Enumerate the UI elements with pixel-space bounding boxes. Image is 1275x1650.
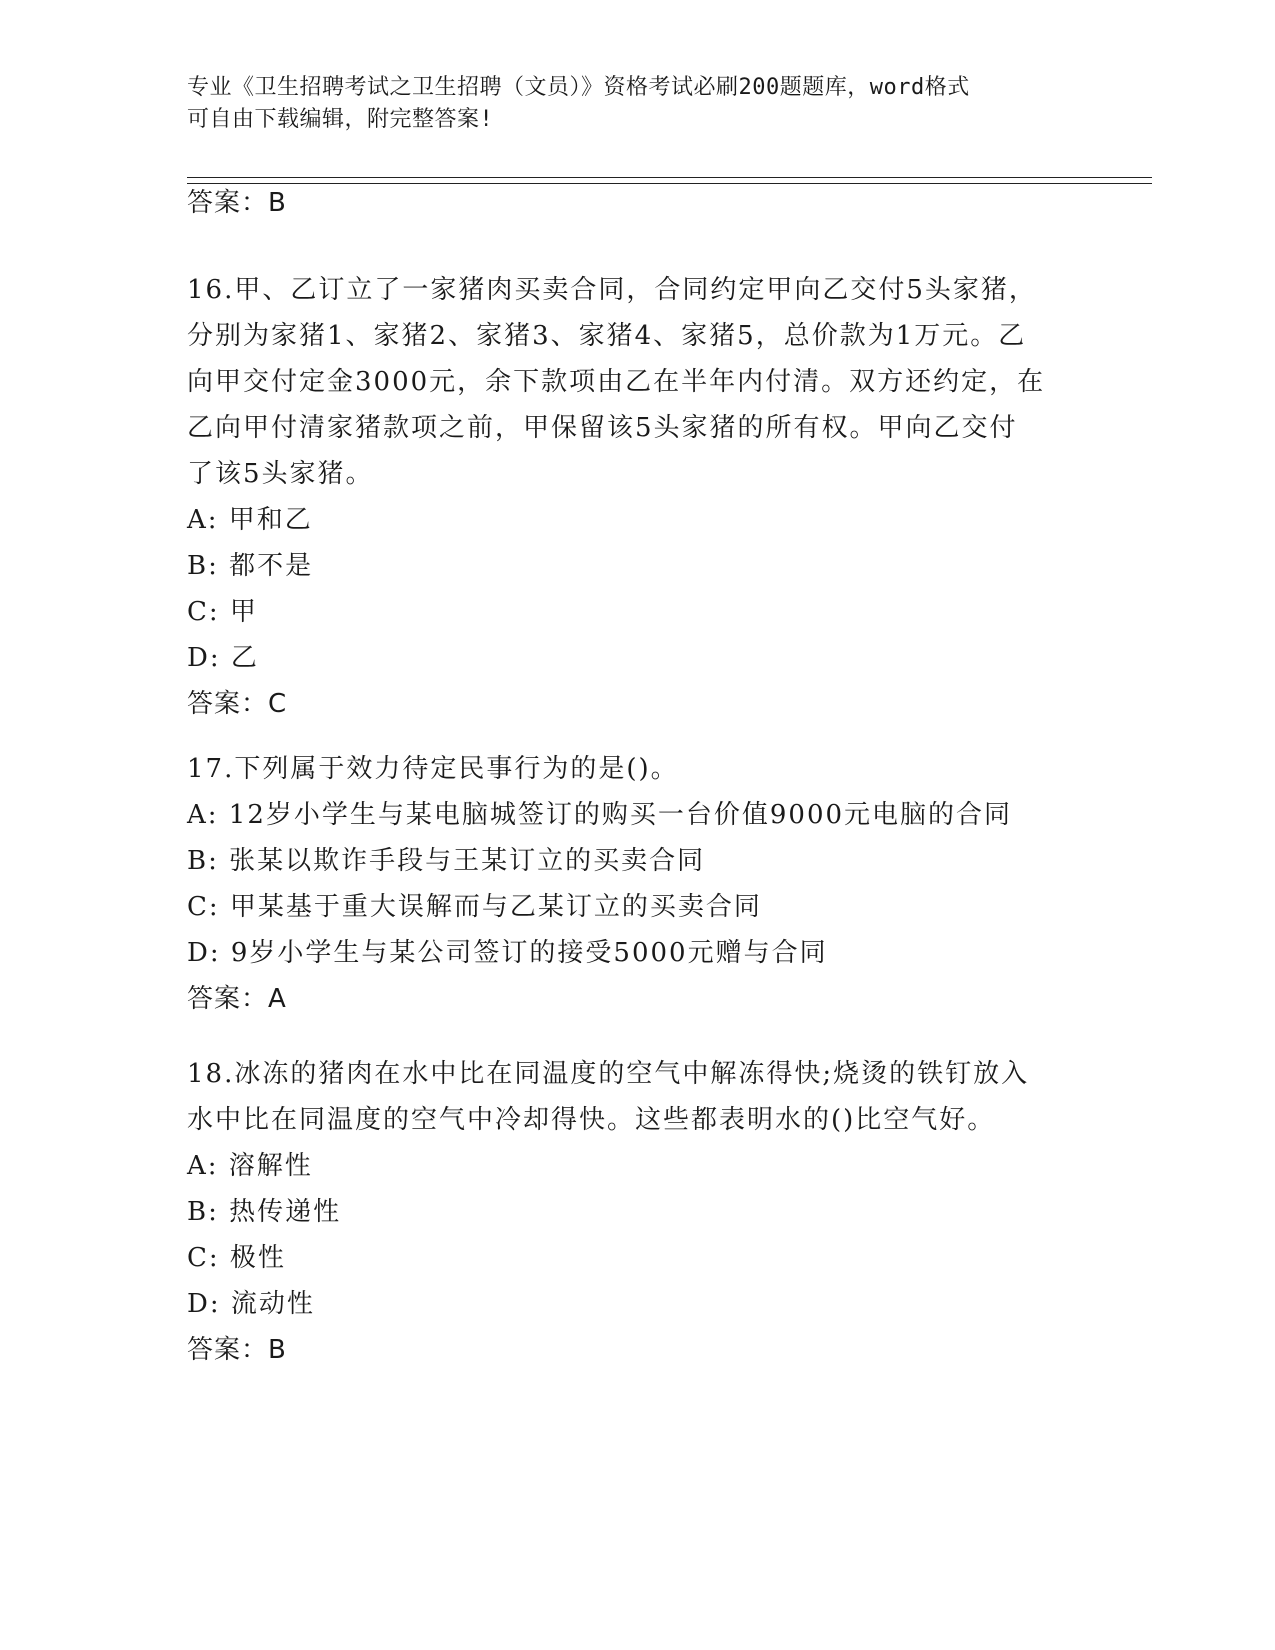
header-rule-top bbox=[187, 177, 1152, 178]
header-line-2: 可自由下载编辑，附完整答案! bbox=[187, 107, 494, 132]
option-d: D: 9岁小学生与某公司签订的接受5000元赠与合同 bbox=[187, 938, 828, 968]
prev-answer-block bbox=[187, 180, 1087, 226]
option-b: B: 都不是 bbox=[187, 551, 314, 581]
question-text-line: 了该5头家猪。 bbox=[187, 459, 374, 489]
question-17 bbox=[187, 746, 1087, 1022]
option-b: B: 热传递性 bbox=[187, 1197, 342, 1227]
question-18 bbox=[187, 1051, 1087, 1373]
document-header bbox=[187, 72, 1087, 136]
option-c: C: 甲某基于重大误解而与乙某订立的买卖合同 bbox=[187, 892, 762, 922]
answer-line: 答案：C bbox=[187, 689, 288, 719]
question-text-line: 乙向甲付清家猪款项之前，甲保留该5头家猪的所有权。甲向乙交付 bbox=[187, 413, 1018, 443]
question-16 bbox=[187, 267, 1087, 727]
answer-line: 答案：A bbox=[187, 984, 287, 1014]
header-line-1: 专业《卫生招聘考试之卫生招聘（文员）》资格考试必刷200题题库，word格式 bbox=[187, 75, 970, 100]
option-c: C: 极性 bbox=[187, 1243, 286, 1273]
question-text-line: 16.甲、乙订立了一家猪肉买卖合同，合同约定甲向乙交付5头家猪， bbox=[187, 275, 1037, 305]
option-d: D: 流动性 bbox=[187, 1289, 315, 1319]
option-d: D: 乙 bbox=[187, 643, 259, 673]
question-text-line: 分别为家猪1、家猪2、家猪3、家猪4、家猪5，总价款为1万元。乙 bbox=[187, 321, 1027, 351]
question-text-line: 17.下列属于效力待定民事行为的是()。 bbox=[187, 754, 679, 784]
option-a: A: 溶解性 bbox=[187, 1151, 313, 1181]
option-c: C: 甲 bbox=[187, 597, 258, 627]
option-a: A: 甲和乙 bbox=[187, 505, 313, 535]
question-text-line: 水中比在同温度的空气中冷却得快。这些都表明水的()比空气好。 bbox=[187, 1105, 996, 1135]
option-b: B: 张某以欺诈手段与王某订立的买卖合同 bbox=[187, 846, 706, 876]
question-text-line: 向甲交付定金3000元，余下款项由乙在半年内付清。双方还约定，在 bbox=[187, 367, 1046, 397]
question-text-line: 18.冰冻的猪肉在水中比在同温度的空气中解冻得快;烧烫的铁钉放入 bbox=[187, 1059, 1030, 1089]
option-a: A: 12岁小学生与某电脑城签订的购买一台价值9000元电脑的合同 bbox=[187, 800, 1013, 830]
answer-line: 答案：B bbox=[187, 1335, 287, 1365]
answer-line: 答案：B bbox=[187, 188, 287, 218]
